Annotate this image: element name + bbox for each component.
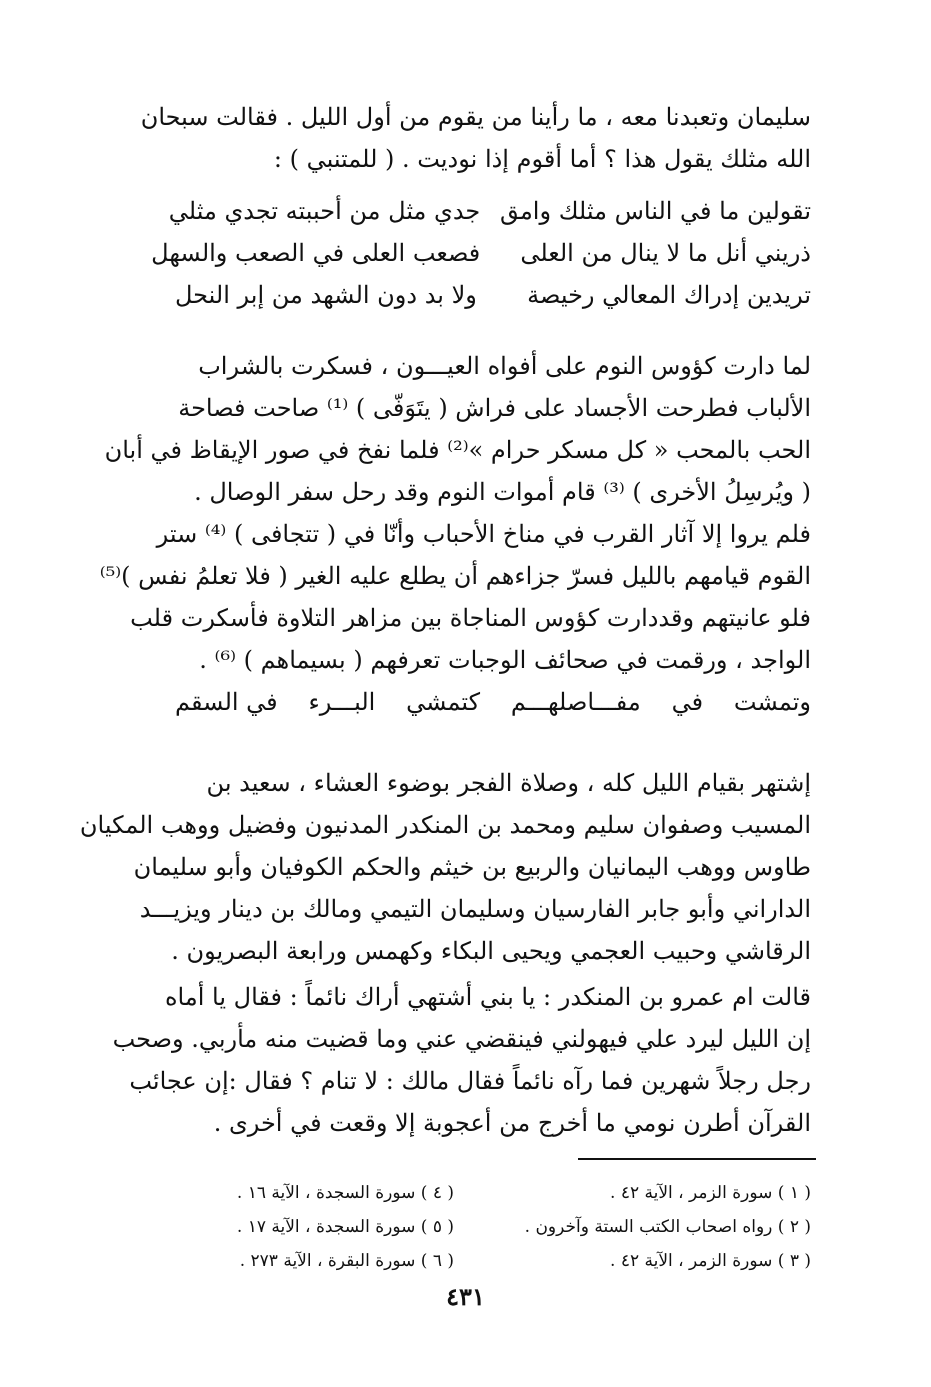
footnote: ( ٦ ) سورة البقرة ، الآية ٢٧٣ .	[239, 1251, 454, 1271]
verse-word: في	[671, 688, 704, 716]
text-line: الرقاشي وحبيب العجمي ويحيى البكاء وكهمس ورابعة البصريون .	[171, 937, 811, 965]
footnotes-left-column	[182, 1176, 454, 1278]
verse-word: البـــرء	[308, 688, 376, 716]
text-line: سليمان وتعبدنا معه ، ما رأينا من يقوم من أول الليل . فقالت سبحان	[140, 103, 811, 131]
poem-first-hemistich: ذريني أنل ما لا ينال من العلى	[520, 239, 811, 267]
poem-first-hemistich: تقولين ما في الناس مثلك وامق	[499, 197, 811, 225]
text-line: الواجد ، ورقمت في صحائف الوجبات تعرفهم ( بسيماهم ) ⁽⁶⁾ .	[199, 646, 811, 674]
paragraph-night-prayer	[79, 762, 811, 972]
intro-paragraph	[140, 96, 811, 180]
text-line: فلم يروا إلا آثار القرب في مناخ الأحباب وأنّا في ( تتجافى ) ⁽⁴⁾ ستر	[156, 520, 811, 548]
footnote: ( ٢ ) رواه اصحاب الكتب الستة وآخرون .	[524, 1217, 811, 1237]
verse-word: في السقم	[175, 688, 278, 716]
footnote: ( ١ ) سورة الزمر ، الآية ٤٢ .	[610, 1183, 811, 1203]
text-line: القوم قيامهم بالليل فسرّ جزاءهم أن يطلع عليه الغير ( فلا تعلمُ نفس )⁽⁵⁾	[99, 562, 811, 590]
poem-verse	[175, 274, 811, 316]
paragraph-sleep	[99, 345, 811, 681]
paragraph-ibn-munkadir	[112, 976, 811, 1144]
text-line: المسيب وصفوان سليم ومحمد بن المنكدر المدنيون وفضيل ووهب المكيان	[79, 811, 811, 839]
text-line: لما دارت كؤوس النوم على أفواه العيـــون ، فسكرت بالشراب	[198, 352, 811, 380]
verse-word: كتمشي	[406, 688, 481, 716]
text-line: قالت ام عمرو بن المنكدر : يا بني أشتهي أراك نائماً : فقال يا أماه	[164, 983, 811, 1011]
verse-line	[175, 688, 811, 716]
footnotes-right-column	[525, 1176, 811, 1278]
poem-second-hemistich: ولا بد دون الشهد من إبر النحل	[175, 281, 477, 309]
text-line: القرآن أطرن نومي ما أخرج من أعجوبة إلا وقعت في أخرى .	[213, 1109, 811, 1137]
verse-word: مفـــاصلهـــم	[510, 688, 641, 716]
footnote: ( ٣ ) سورة الزمر ، الآية ٤٢ .	[610, 1251, 811, 1271]
text-line: الحب بالمحب « كل مسكر حرام »⁽²⁾ فلما نفخ في صور الإيقاظ في أبان	[104, 436, 811, 464]
text-line: إشتهر بقيام الليل كله ، وصلاة الفجر بوضوء العشاء ، سعيد بن	[206, 769, 811, 797]
text-line: طاوس ووهب اليمانيان والربيع بن خيثم والحكم الكوفيان وأبو سليمان	[133, 853, 811, 881]
footnote: ( ٤ ) سورة السجدة ، الآية ١٦ .	[236, 1183, 454, 1203]
poem-verse	[168, 190, 811, 232]
poem-second-hemistich: فصعب العلى في الصعب والسهل	[151, 239, 481, 267]
text-line: فلو عانيتهم وقددارت كؤوس المناجاة بين مزاهر التلاوة فأسكرت قلب	[130, 604, 811, 632]
verse-word: وتمشت	[733, 688, 811, 716]
poem-verse	[151, 232, 811, 274]
text-line: ( ويُرسِلُ الأخرى ) ⁽³⁾ قام أموات النوم وقد رحل سفر الوصال .	[194, 478, 811, 506]
text-line: الداراني وأبو جابر الفارسيان وسليمان التيمي ومالك بن دينار ويزيـــد	[139, 895, 811, 923]
text-line: الله مثلك يقول هذا ؟ أما أقوم إذا نوديت . ( للمتنبي ) :	[273, 145, 811, 173]
poem-first-hemistich: تريدين إدراك المعالي رخيصة	[527, 281, 811, 309]
poem	[151, 190, 811, 316]
text-line: الألباب فطرحت الأجساد على فراش ( يتَوَفّى ) ⁽¹⁾ صاحت فصاحة	[178, 394, 811, 422]
page-number: ٤٣١	[446, 1282, 485, 1311]
text-line: إن الليل ليرد علي فيهولني فينقضي عني وما قضيت منه مأربي. وصحب	[112, 1025, 811, 1053]
footnote: ( ٥ ) سورة السجدة ، الآية ١٧ .	[236, 1217, 454, 1237]
poem-second-hemistich: جدي مثل من أحببته تجدي مثلي	[168, 197, 481, 225]
footnote-divider	[578, 1158, 816, 1160]
text-line: رجل رجلاً شهرين فما رآه نائماً فقال مالك : لا تنام ؟ فقال :إن عجائب	[129, 1067, 811, 1095]
